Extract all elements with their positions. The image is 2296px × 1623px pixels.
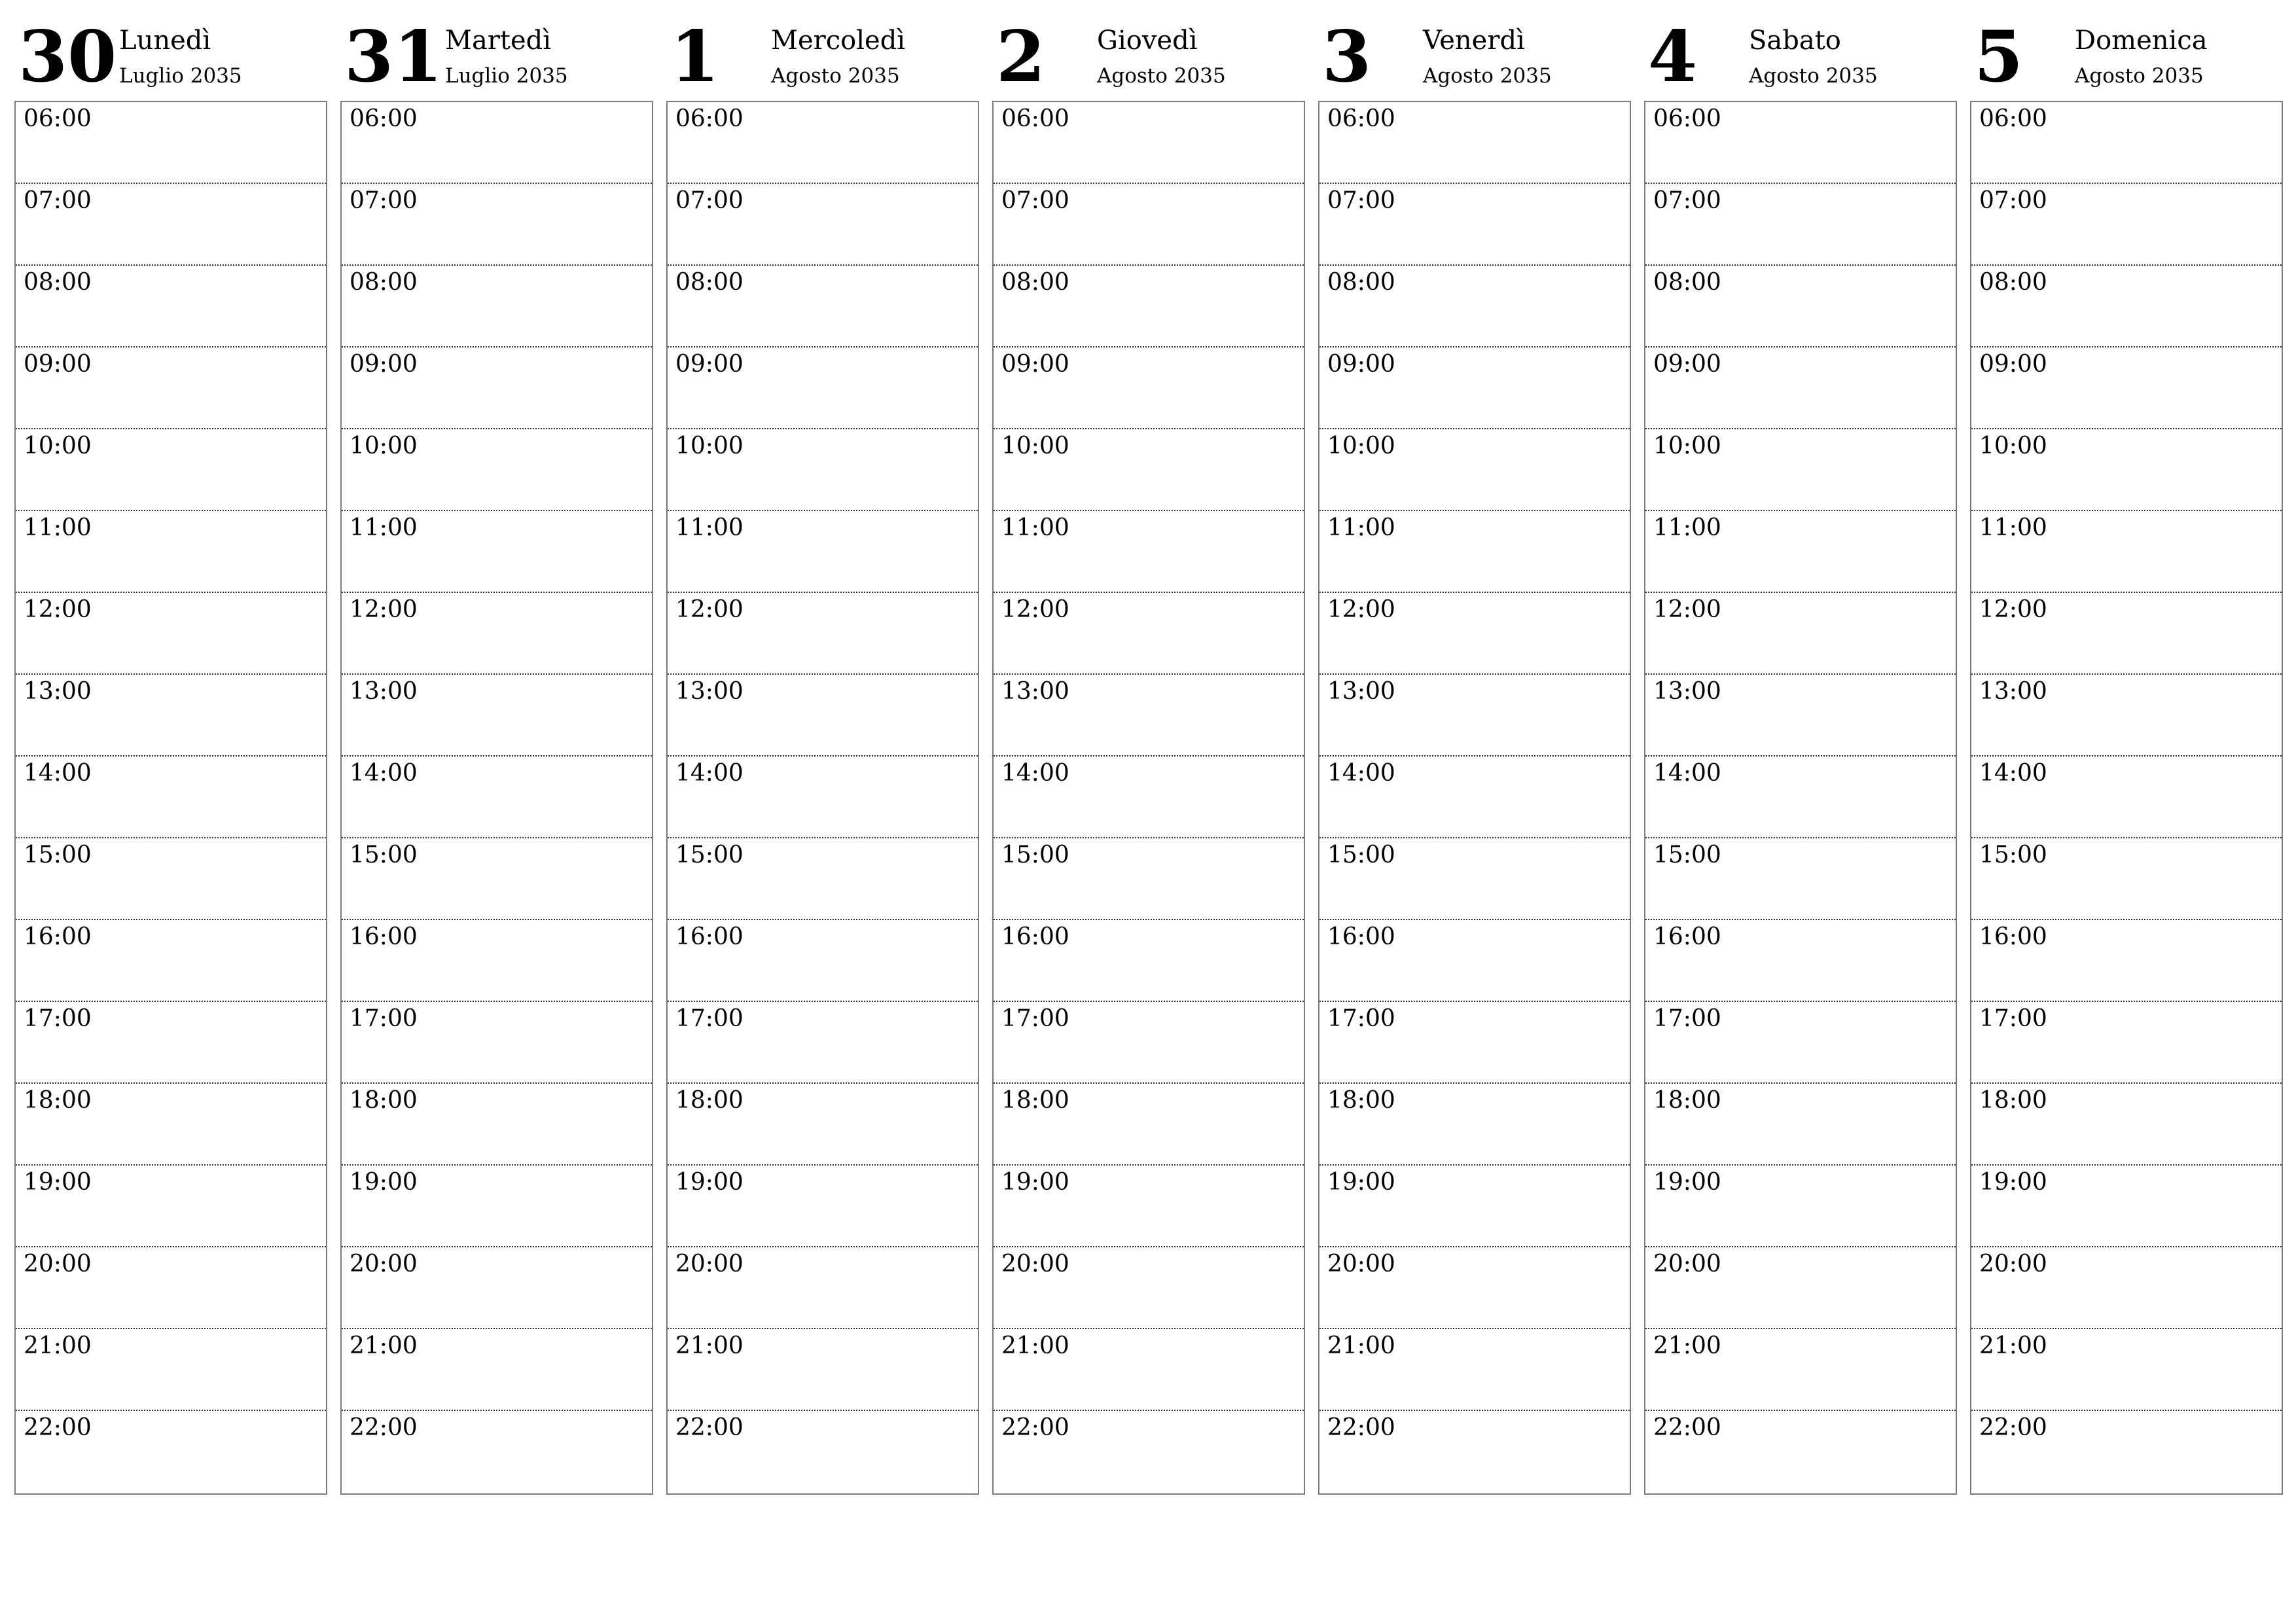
time-label: 17:00 <box>24 1005 92 1032</box>
time-label: 14:00 <box>1979 760 2047 787</box>
time-slot[interactable] <box>994 1084 1304 1166</box>
day-month: Agosto 2035 <box>1749 64 1878 88</box>
time-label: 07:00 <box>1327 187 1395 214</box>
time-slot[interactable] <box>994 757 1304 838</box>
time-label: 14:00 <box>1327 760 1395 787</box>
time-label: 10:00 <box>1653 433 1721 459</box>
day-column <box>14 0 327 1499</box>
time-label: 17:00 <box>350 1005 418 1032</box>
time-label: 18:00 <box>24 1087 92 1114</box>
time-slot[interactable] <box>994 266 1304 348</box>
time-slot[interactable] <box>1319 429 1630 511</box>
time-slot[interactable] <box>1645 184 1956 266</box>
time-label: 11:00 <box>24 514 92 541</box>
time-slot[interactable] <box>668 348 978 429</box>
time-label: 12:00 <box>24 596 92 623</box>
time-slot[interactable] <box>1319 511 1630 593</box>
time-slot[interactable] <box>1971 429 2282 511</box>
time-label: 08:00 <box>1001 269 1069 296</box>
time-slot[interactable] <box>668 1166 978 1247</box>
time-slot[interactable] <box>994 511 1304 593</box>
time-label: 17:00 <box>1653 1005 1721 1032</box>
time-slot[interactable] <box>16 1247 326 1329</box>
time-label: 09:00 <box>1001 351 1069 378</box>
time-label: 09:00 <box>675 351 744 378</box>
time-label: 11:00 <box>1327 514 1395 541</box>
time-slot[interactable] <box>16 593 326 675</box>
day-number: 3 <box>1322 16 1372 98</box>
time-label: 18:00 <box>1001 1087 1069 1114</box>
day-number: 4 <box>1648 16 1698 98</box>
time-slot[interactable] <box>1645 1084 1956 1166</box>
time-slot[interactable] <box>16 1084 326 1166</box>
time-slot[interactable] <box>668 511 978 593</box>
day-schedule <box>992 101 1305 1495</box>
day-column <box>1644 0 1957 1499</box>
time-slot[interactable] <box>16 920 326 1002</box>
time-label: 15:00 <box>1327 842 1395 868</box>
day-number: 31 <box>344 16 443 98</box>
time-label: 17:00 <box>1979 1005 2047 1032</box>
time-slot[interactable] <box>994 838 1304 920</box>
day-header <box>1644 0 1957 98</box>
time-slot[interactable] <box>342 1166 652 1247</box>
time-slot[interactable] <box>16 1002 326 1084</box>
time-slot[interactable] <box>16 1166 326 1247</box>
time-slot[interactable] <box>1645 757 1956 838</box>
time-slot[interactable] <box>1645 348 1956 429</box>
time-slot[interactable] <box>668 757 978 838</box>
time-label: 19:00 <box>675 1169 744 1196</box>
time-slot[interactable] <box>342 184 652 266</box>
day-header <box>1318 0 1631 98</box>
time-label: 22:00 <box>1327 1414 1395 1441</box>
time-slot[interactable] <box>994 429 1304 511</box>
time-label: 21:00 <box>1653 1332 1721 1359</box>
time-slot[interactable] <box>16 1411 326 1493</box>
time-label: 10:00 <box>1327 433 1395 459</box>
time-label: 19:00 <box>1001 1169 1069 1196</box>
time-label: 16:00 <box>350 923 418 950</box>
time-label: 20:00 <box>24 1251 92 1277</box>
time-label: 21:00 <box>1001 1332 1069 1359</box>
time-label: 06:00 <box>1327 105 1395 132</box>
time-label: 16:00 <box>1979 923 2047 950</box>
time-slot[interactable] <box>668 593 978 675</box>
time-slot[interactable] <box>994 348 1304 429</box>
time-label: 21:00 <box>1979 1332 2047 1359</box>
day-month: Luglio 2035 <box>119 64 242 88</box>
time-label: 18:00 <box>675 1087 744 1114</box>
time-label: 22:00 <box>350 1414 418 1441</box>
time-slot[interactable] <box>1645 511 1956 593</box>
time-slot[interactable] <box>342 1329 652 1411</box>
time-label: 15:00 <box>675 842 744 868</box>
time-slot[interactable] <box>994 1002 1304 1084</box>
time-label: 13:00 <box>1979 678 2047 705</box>
time-slot[interactable] <box>1645 1002 1956 1084</box>
day-number: 2 <box>996 16 1046 98</box>
time-slot[interactable] <box>1319 675 1630 757</box>
time-slot[interactable] <box>342 675 652 757</box>
time-label: 09:00 <box>24 351 92 378</box>
time-label: 07:00 <box>1979 187 2047 214</box>
time-slot[interactable] <box>16 266 326 348</box>
time-slot[interactable] <box>668 1411 978 1493</box>
time-label: 11:00 <box>1653 514 1721 541</box>
time-slot[interactable] <box>1971 184 2282 266</box>
time-slot[interactable] <box>16 675 326 757</box>
time-slot[interactable] <box>1645 838 1956 920</box>
time-slot[interactable] <box>668 675 978 757</box>
time-slot[interactable] <box>16 184 326 266</box>
day-schedule <box>340 101 653 1495</box>
time-slot[interactable] <box>994 102 1304 184</box>
time-slot[interactable] <box>1319 102 1630 184</box>
time-slot[interactable] <box>342 1247 652 1329</box>
time-label: 20:00 <box>1653 1251 1721 1277</box>
time-label: 13:00 <box>350 678 418 705</box>
time-label: 21:00 <box>675 1332 744 1359</box>
time-slot[interactable] <box>1971 1002 2282 1084</box>
time-label: 18:00 <box>1979 1087 2047 1114</box>
time-label: 22:00 <box>1001 1414 1069 1441</box>
time-label: 20:00 <box>1979 1251 2047 1277</box>
time-slot[interactable] <box>1971 1084 2282 1166</box>
time-label: 14:00 <box>1653 760 1721 787</box>
time-label: 07:00 <box>24 187 92 214</box>
time-label: 14:00 <box>675 760 744 787</box>
time-slot[interactable] <box>16 429 326 511</box>
day-number: 5 <box>1974 16 2024 98</box>
day-header <box>666 0 979 98</box>
time-label: 08:00 <box>1327 269 1395 296</box>
time-slot[interactable] <box>1971 511 2282 593</box>
time-slot[interactable] <box>1645 920 1956 1002</box>
time-slot[interactable] <box>668 429 978 511</box>
day-name: Lunedì <box>119 26 211 56</box>
time-label: 16:00 <box>1653 923 1721 950</box>
day-name: Mercoledì <box>771 26 906 56</box>
time-label: 16:00 <box>24 923 92 950</box>
time-slot[interactable] <box>1645 675 1956 757</box>
time-slot[interactable] <box>1319 266 1630 348</box>
time-label: 12:00 <box>1001 596 1069 623</box>
time-label: 19:00 <box>350 1169 418 1196</box>
time-label: 21:00 <box>1327 1332 1395 1359</box>
day-column <box>340 0 653 1499</box>
time-slot[interactable] <box>1971 838 2282 920</box>
time-slot[interactable] <box>1645 102 1956 184</box>
time-label: 16:00 <box>675 923 744 950</box>
time-slot[interactable] <box>668 838 978 920</box>
time-slot[interactable] <box>668 102 978 184</box>
time-label: 15:00 <box>350 842 418 868</box>
time-label: 19:00 <box>24 1169 92 1196</box>
time-label: 15:00 <box>1979 842 2047 868</box>
time-label: 10:00 <box>1001 433 1069 459</box>
time-slot[interactable] <box>1319 838 1630 920</box>
time-label: 06:00 <box>675 105 744 132</box>
time-slot[interactable] <box>1645 429 1956 511</box>
time-slot[interactable] <box>1645 266 1956 348</box>
time-slot[interactable] <box>16 838 326 920</box>
time-slot[interactable] <box>668 1084 978 1166</box>
time-label: 07:00 <box>1001 187 1069 214</box>
day-schedule <box>1970 101 2283 1495</box>
day-name: Venerdì <box>1423 26 1525 56</box>
time-label: 08:00 <box>24 269 92 296</box>
day-month: Agosto 2035 <box>1423 64 1552 88</box>
time-slot[interactable] <box>1971 1411 2282 1493</box>
day-header <box>992 0 1305 98</box>
time-label: 11:00 <box>1001 514 1069 541</box>
time-slot[interactable] <box>994 1411 1304 1493</box>
time-label: 19:00 <box>1979 1169 2047 1196</box>
time-label: 17:00 <box>1001 1005 1069 1032</box>
time-slot[interactable] <box>16 757 326 838</box>
day-column <box>992 0 1305 1499</box>
time-slot[interactable] <box>668 1002 978 1084</box>
time-label: 14:00 <box>350 760 418 787</box>
time-slot[interactable] <box>1319 184 1630 266</box>
time-label: 09:00 <box>1979 351 2047 378</box>
time-slot[interactable] <box>16 511 326 593</box>
time-label: 11:00 <box>1979 514 2047 541</box>
time-slot[interactable] <box>1971 757 2282 838</box>
time-slot[interactable] <box>1971 920 2282 1002</box>
time-slot[interactable] <box>1319 1084 1630 1166</box>
time-label: 20:00 <box>350 1251 418 1277</box>
time-slot[interactable] <box>1971 1166 2282 1247</box>
time-slot[interactable] <box>342 1411 652 1493</box>
time-label: 16:00 <box>1327 923 1395 950</box>
time-label: 06:00 <box>350 105 418 132</box>
day-header <box>14 0 327 98</box>
time-slot[interactable] <box>994 1329 1304 1411</box>
time-slot[interactable] <box>342 838 652 920</box>
time-label: 11:00 <box>350 514 418 541</box>
time-slot[interactable] <box>668 1247 978 1329</box>
time-label: 15:00 <box>1653 842 1721 868</box>
time-slot[interactable] <box>1971 675 2282 757</box>
time-slot[interactable] <box>994 593 1304 675</box>
day-name: Sabato <box>1749 26 1841 56</box>
time-label: 13:00 <box>1327 678 1395 705</box>
time-label: 06:00 <box>1979 105 2047 132</box>
time-label: 17:00 <box>675 1005 744 1032</box>
time-label: 13:00 <box>24 678 92 705</box>
time-slot[interactable] <box>16 348 326 429</box>
time-label: 09:00 <box>350 351 418 378</box>
time-slot[interactable] <box>342 1084 652 1166</box>
time-slot[interactable] <box>994 1166 1304 1247</box>
time-slot[interactable] <box>994 675 1304 757</box>
time-label: 12:00 <box>1653 596 1721 623</box>
time-label: 08:00 <box>350 269 418 296</box>
time-slot[interactable] <box>1319 1329 1630 1411</box>
day-column <box>1970 0 2283 1499</box>
day-schedule <box>14 101 327 1495</box>
time-label: 06:00 <box>1653 105 1721 132</box>
time-label: 10:00 <box>24 433 92 459</box>
time-slot[interactable] <box>668 184 978 266</box>
time-label: 09:00 <box>1327 351 1395 378</box>
day-header <box>1970 0 2283 98</box>
time-slot[interactable] <box>1971 102 2282 184</box>
time-label: 15:00 <box>24 842 92 868</box>
day-number: 1 <box>670 16 720 98</box>
time-slot[interactable] <box>342 757 652 838</box>
time-slot[interactable] <box>1645 1247 1956 1329</box>
time-label: 21:00 <box>350 1332 418 1359</box>
time-slot[interactable] <box>1645 1411 1956 1493</box>
time-slot[interactable] <box>994 920 1304 1002</box>
time-label: 12:00 <box>350 596 418 623</box>
time-label: 20:00 <box>1327 1251 1395 1277</box>
time-label: 12:00 <box>675 596 744 623</box>
day-column <box>666 0 979 1499</box>
time-label: 20:00 <box>1001 1251 1069 1277</box>
time-slot[interactable] <box>994 184 1304 266</box>
time-slot[interactable] <box>342 1002 652 1084</box>
time-slot[interactable] <box>342 593 652 675</box>
time-label: 08:00 <box>1653 269 1721 296</box>
time-slot[interactable] <box>1971 1329 2282 1411</box>
time-slot[interactable] <box>1319 1002 1630 1084</box>
day-name: Martedì <box>445 26 552 56</box>
time-slot[interactable] <box>1645 593 1956 675</box>
time-slot[interactable] <box>668 1329 978 1411</box>
time-slot[interactable] <box>668 920 978 1002</box>
time-slot[interactable] <box>342 348 652 429</box>
time-slot[interactable] <box>1971 1247 2282 1329</box>
time-label: 22:00 <box>1979 1414 2047 1441</box>
day-column <box>1318 0 1631 1499</box>
time-slot[interactable] <box>1319 348 1630 429</box>
time-slot[interactable] <box>1971 348 2282 429</box>
day-name: Domenica <box>2075 26 2208 56</box>
time-slot[interactable] <box>342 102 652 184</box>
time-label: 14:00 <box>1001 760 1069 787</box>
time-slot[interactable] <box>1319 1166 1630 1247</box>
time-label: 19:00 <box>1327 1169 1395 1196</box>
day-month: Agosto 2035 <box>2075 64 2204 88</box>
day-schedule <box>1318 101 1631 1495</box>
time-slot[interactable] <box>16 1329 326 1411</box>
time-label: 10:00 <box>675 433 744 459</box>
time-slot[interactable] <box>668 266 978 348</box>
time-label: 17:00 <box>1327 1005 1395 1032</box>
time-label: 07:00 <box>1653 187 1721 214</box>
time-slot[interactable] <box>342 920 652 1002</box>
day-month: Luglio 2035 <box>445 64 568 88</box>
time-label: 22:00 <box>24 1414 92 1441</box>
time-label: 07:00 <box>350 187 418 214</box>
time-label: 12:00 <box>1327 596 1395 623</box>
time-slot[interactable] <box>1645 1166 1956 1247</box>
time-label: 13:00 <box>1653 678 1721 705</box>
time-label: 14:00 <box>24 760 92 787</box>
time-label: 09:00 <box>1653 351 1721 378</box>
time-slot[interactable] <box>1971 266 2282 348</box>
time-label: 21:00 <box>24 1332 92 1359</box>
time-label: 06:00 <box>1001 105 1069 132</box>
time-label: 08:00 <box>1979 269 2047 296</box>
time-slot[interactable] <box>342 266 652 348</box>
time-slot[interactable] <box>1971 593 2282 675</box>
time-label: 13:00 <box>1001 678 1069 705</box>
time-slot[interactable] <box>1319 1411 1630 1493</box>
time-slot[interactable] <box>342 511 652 593</box>
time-slot[interactable] <box>1319 920 1630 1002</box>
time-label: 08:00 <box>675 269 744 296</box>
time-slot[interactable] <box>1319 593 1630 675</box>
time-slot[interactable] <box>1319 1247 1630 1329</box>
time-label: 22:00 <box>1653 1414 1721 1441</box>
time-label: 10:00 <box>1979 433 2047 459</box>
time-label: 18:00 <box>350 1087 418 1114</box>
day-schedule <box>666 101 979 1495</box>
day-month: Agosto 2035 <box>771 64 900 88</box>
time-label: 12:00 <box>1979 596 2047 623</box>
day-name: Giovedì <box>1097 26 1198 56</box>
time-label: 15:00 <box>1001 842 1069 868</box>
time-slot[interactable] <box>16 102 326 184</box>
time-label: 20:00 <box>675 1251 744 1277</box>
time-slot[interactable] <box>994 1247 1304 1329</box>
day-number: 30 <box>18 16 117 98</box>
day-header <box>340 0 653 98</box>
time-label: 11:00 <box>675 514 744 541</box>
day-schedule <box>1644 101 1957 1495</box>
time-label: 19:00 <box>1653 1169 1721 1196</box>
time-slot[interactable] <box>1645 1329 1956 1411</box>
time-label: 22:00 <box>675 1414 744 1441</box>
day-month: Agosto 2035 <box>1097 64 1226 88</box>
time-label: 06:00 <box>24 105 92 132</box>
time-label: 18:00 <box>1327 1087 1395 1114</box>
time-label: 18:00 <box>1653 1087 1721 1114</box>
time-slot[interactable] <box>342 429 652 511</box>
time-slot[interactable] <box>1319 757 1630 838</box>
time-label: 10:00 <box>350 433 418 459</box>
time-label: 13:00 <box>675 678 744 705</box>
time-label: 07:00 <box>675 187 744 214</box>
time-label: 16:00 <box>1001 923 1069 950</box>
